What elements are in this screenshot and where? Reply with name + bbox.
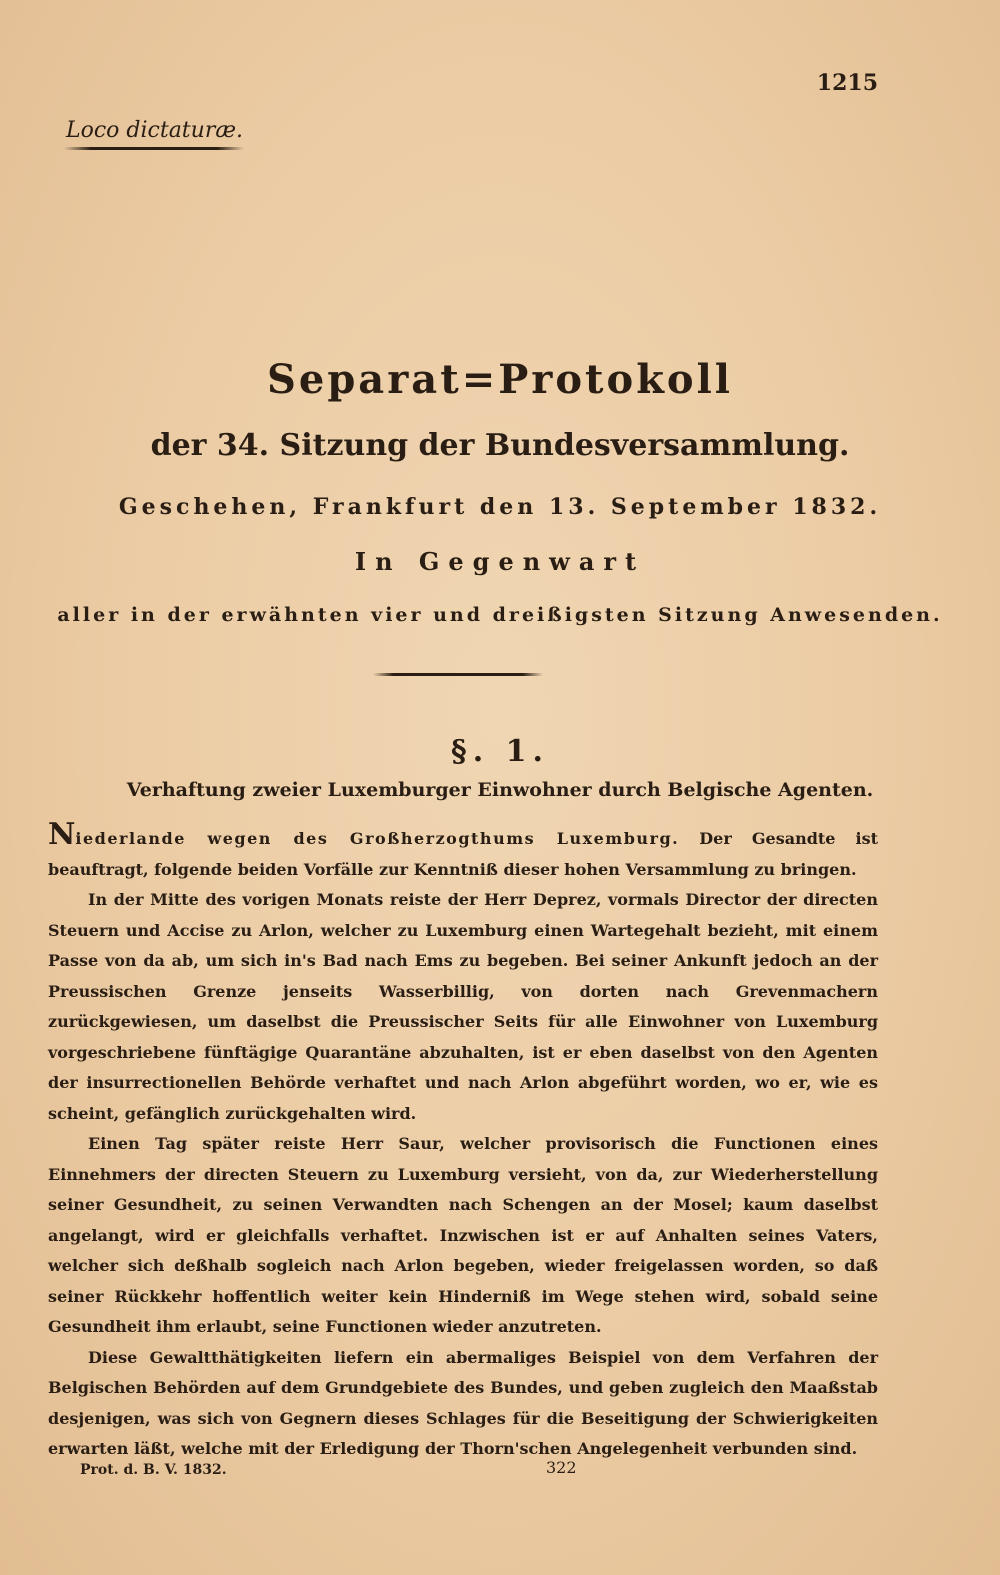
document-subtitle: der 34. Sitzung der Bundesversammlung. <box>150 428 850 463</box>
attendees-line: aller in der erwähnten vier und dreißigsten Sitzung Anwesenden. <box>57 604 943 626</box>
paragraph-1 <box>48 817 879 885</box>
drop-cap: N <box>48 817 76 852</box>
page-number: 1215 <box>816 70 878 96</box>
section-title: Verhaftung zweier Luxemburger Einwohner durch Belgische Agenten. <box>126 779 874 801</box>
presence-heading: In Gegenwart <box>354 547 646 576</box>
footer-protocol-reference: Prot. d. B. V. 1832. <box>80 1462 227 1478</box>
date-line: Geschehen, Frankfurt den 13. September 1832. <box>118 494 882 520</box>
body-text <box>48 817 879 1465</box>
paragraph-1-rest: Der Gesandte ist beauftragt, folgende beiden Vorfälle zur Kenntniß dieser hohen Versammlung zu bringen. <box>48 829 879 879</box>
paragraph-lead: iederlande wegen des Großherzogthums Luxemburg. <box>75 829 680 848</box>
footer-sheet-number: 322 <box>546 1458 577 1477</box>
loco-dictaturae-note: Loco dictaturæ. <box>66 118 244 143</box>
section-divider-rule <box>373 673 543 676</box>
section-number: §. 1. <box>451 734 549 769</box>
document-title: Separat=Protokoll <box>267 356 733 403</box>
paragraph-4: Diese Gewaltthätigkeiten liefern ein abermaliges Beispiel von dem Verfahren der Belgischen Behörden auf dem Grundgebiete des Bundes, und geben zugleich den Maaßstab desjenigen, was sich von Gegnern dieses Schlages für die Beseitigung der Schwierigkeiten erwarten läßt, welche mit der Erledigung der Thorn'schen Angelegenheit verbunden sind. <box>48 1347 878 1458</box>
paragraph-2: In der Mitte des vorigen Monats reiste der Herr Deprez, vormals Director der directen Steuern und Accise zu Arlon, welcher zu Luxemburg einen Wartegehalt bezieht, mit einem Passe von da ab, um sich in's Bad nach Ems zu begeben. Bei seiner Ankunft jedoch an der Preussischen Grenze jenseits Wasserbillig, von dorten nach Grevenmachern zurückgewiesen, um daselbst die Preussischer Seits für alle Einwohner von Luxemburg vorgeschriebene fünftägige Quarantäne abzuhalten, ist er eben daselbst von den Agenten der insurrectionellen Behörde verhaftet und nach Arlon abgeführt worden, wo er, wie es scheint, gefänglich zurückgehalten wird. <box>48 890 878 1123</box>
paragraph-3: Einen Tag später reiste Herr Saur, welcher provisorisch die Functionen eines Einnehmers der directen Steuern zu Luxemburg versieht, von da, zur Wiederherstellung seiner Gesundheit, zu seinen Verwandten nach Schengen an der Mosel; kaum daselbst angelangt, wird er gleichfalls verhaftet. Inzwischen ist er auf Anhalten seines Vaters, welcher sich deßhalb sogleich nach Arlon begeben, wieder freigelassen worden, so daß seiner Rückkehr hoffentlich weiter kein Hinderniß im Wege stehen wird, sobald seine Gesundheit ihm erlaubt, seine Functionen wieder anzutreten. <box>48 1134 878 1336</box>
loco-underline-rule <box>64 147 244 150</box>
